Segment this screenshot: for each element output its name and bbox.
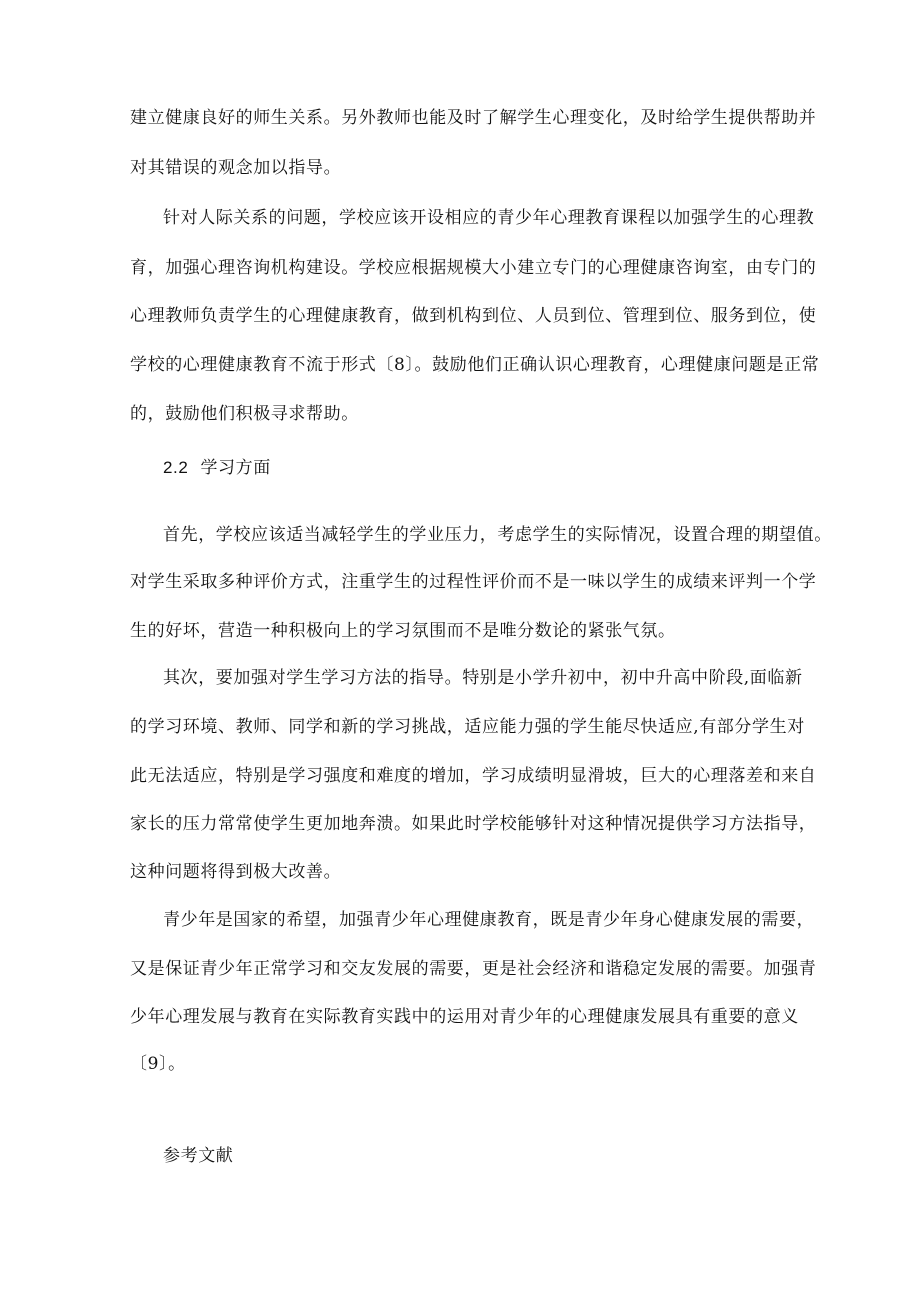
paragraph-line: 又是保证青少年正常学习和交友发展的需要，更是社会经济和谐稳定发展的需要。加强青 bbox=[130, 959, 817, 979]
paragraph-line: 生的好坏，营造一种积极向上的学习氛围而不是唯分数论的紧张气氛。 bbox=[130, 621, 676, 641]
paragraph-line: 少年心理发展与教育在实际教育实践中的运用对青少年的心理健康发展具有重要的意义 bbox=[130, 1007, 799, 1027]
references-heading: 参考文献 bbox=[163, 1146, 234, 1166]
section-heading bbox=[163, 457, 271, 479]
paragraph-line: 学校的心理健康教育不流于形式〔8〕。鼓励他们正确认识心理教育，心理健康问题是正常 bbox=[130, 355, 820, 375]
paragraph-line: 育，加强心理咨询机构建设。学校应根据规模大小建立专门的心理健康咨询室，由专门的 bbox=[130, 258, 817, 278]
paragraph-line: 此无法适应，特别是学习强度和难度的增加，学习成绩明显滑坡，巨大的心理落差和来自 bbox=[130, 766, 817, 786]
paragraph-line: 〔9〕。 bbox=[130, 1054, 186, 1074]
paragraph-line: 首先，学校应该适当减轻学生的学业压力，考虑学生的实际情况，设置合理的期望值。 bbox=[163, 525, 832, 545]
section-number: 2.2 bbox=[163, 458, 189, 477]
paragraph-line: 青少年是国家的希望，加强青少年心理健康教育，既是青少年身心健康发展的需要， bbox=[163, 910, 815, 930]
paragraph-line: 这种问题将得到极大改善。 bbox=[130, 862, 342, 882]
paragraph-line: 的，鼓励他们积极寻求帮助。 bbox=[130, 404, 359, 424]
paragraph-line: 的学习环境、教师、同学和新的学习挑战，适应能力强的学生能尽快适应,有部分学生对 bbox=[130, 717, 805, 737]
paragraph-line: 对其错误的观念加以指导。 bbox=[130, 158, 342, 178]
paragraph-line: 对学生采取多种评价方式，注重学生的过程性评价而不是一味以学生的成绩来评判一个学 bbox=[130, 572, 817, 592]
section-title: 学习方面 bbox=[200, 458, 271, 478]
paragraph-line: 建立健康良好的师生关系。另外教师也能及时了解学生心理变化，及时给学生提供帮助并 bbox=[130, 108, 817, 128]
paragraph-line: 家长的压力常常使学生更加地奔溃。如果此时学校能够针对这种情况提供学习方法指导， bbox=[130, 814, 817, 834]
paragraph-line: 其次，要加强对学生学习方法的指导。特别是小学升初中，初中升高中阶段,面临新 bbox=[163, 668, 803, 688]
paragraph-line: 针对人际关系的问题，学校应该开设相应的青少年心理教育课程以加强学生的心理教 bbox=[163, 208, 815, 228]
paragraph-line: 心理教师负责学生的心理健康教育，做到机构到位、人员到位、管理到位、服务到位，使 bbox=[130, 306, 817, 326]
